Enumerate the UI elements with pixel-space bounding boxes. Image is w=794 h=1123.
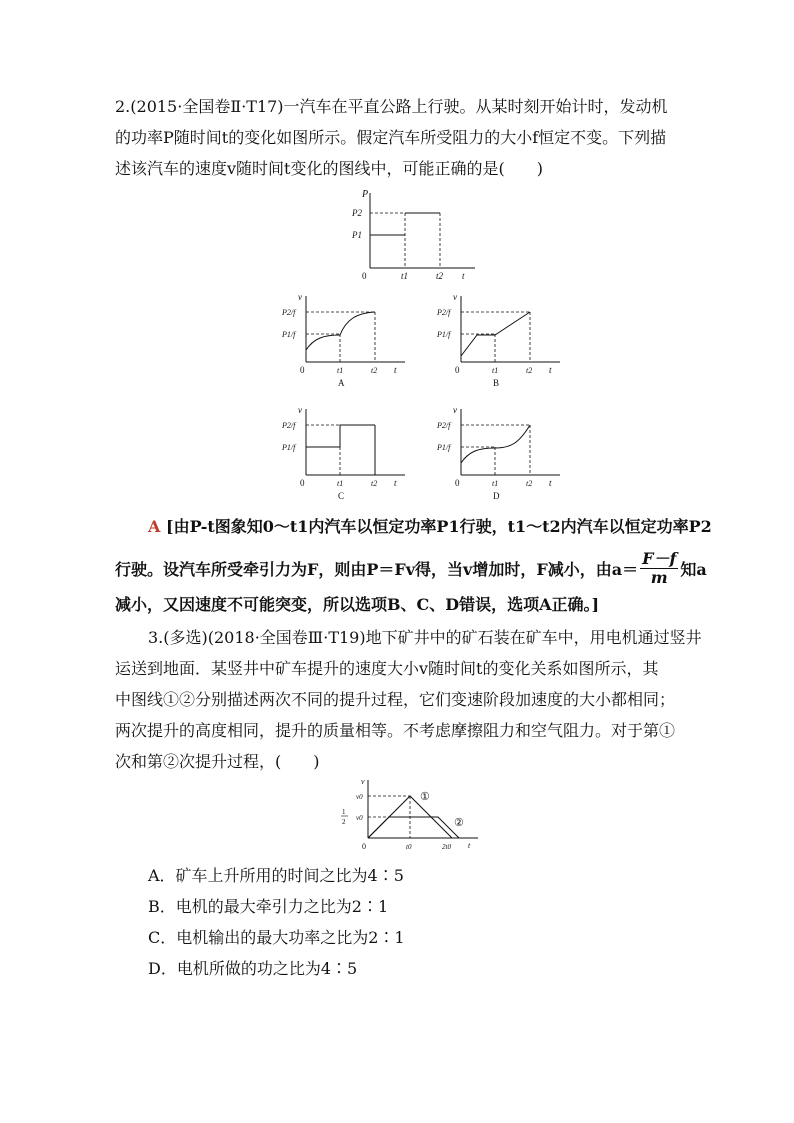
v-t-graph-d xyxy=(435,403,565,503)
q3-v0-label: v0 xyxy=(356,793,363,801)
v-t-graph-a xyxy=(280,290,410,390)
q3-half-v0: v0 xyxy=(356,814,363,822)
pt-t1: t1 xyxy=(401,271,409,280)
q3-t0: t0 xyxy=(406,843,412,851)
b-p1f: P1/f xyxy=(437,330,451,339)
a-p2f: P2/f xyxy=(282,308,296,317)
answer-line-2 xyxy=(115,549,707,589)
answer-line-1 xyxy=(148,515,712,539)
d-origin: 0 xyxy=(455,478,460,488)
v-t-graph-b xyxy=(435,290,565,390)
q3-line-5: 次和第②次提升过程，( ) xyxy=(115,752,320,771)
d-t1: t1 xyxy=(492,479,499,488)
c-y-label: v xyxy=(298,405,302,415)
pt-p1-label: P1 xyxy=(352,230,362,240)
pt-origin: 0 xyxy=(362,271,367,280)
b-p2f: P2/f xyxy=(437,308,451,317)
q3-curve-2: ② xyxy=(454,817,464,829)
q3-half-num: 1 xyxy=(342,808,346,816)
q3-y-label: v xyxy=(361,777,365,786)
fraction-denominator: m xyxy=(650,568,668,587)
c-p1f: P1/f xyxy=(282,443,296,452)
c-t1: t1 xyxy=(337,479,344,488)
q3-line-1: 3.(多选)(2018·全国卷Ⅲ·T19)地下矿井中的矿石装在矿车中，用电机通过竖井 xyxy=(148,628,702,647)
fraction-numerator: F－f xyxy=(642,549,677,568)
answer-line-3: 减小，又因速度不可能突变，所以选项B、C、D错误，选项A正确。] xyxy=(115,595,600,614)
pt-p2-label: P2 xyxy=(352,208,362,218)
option-a: A．矿车上升所用的时间之比为4∶5 xyxy=(148,866,404,885)
q3-x-label: t xyxy=(468,841,471,850)
pt-y-label: P xyxy=(362,189,369,200)
answer-text-1: [由P-t图象知0～t1内汽车以恒定功率P1行驶，t1～t2内汽车以恒定功率P2 xyxy=(166,517,712,536)
c-x-label: t xyxy=(394,478,397,488)
d-p1f: P1/f xyxy=(437,443,451,452)
a-caption: A xyxy=(338,378,345,388)
a-t2: t2 xyxy=(371,366,378,375)
option-b: B．电机的最大牵引力之比为2∶1 xyxy=(148,897,389,916)
b-caption: B xyxy=(493,378,500,388)
pt-t2: t2 xyxy=(436,271,444,280)
q3-v-t-graph xyxy=(338,776,488,854)
c-t2: t2 xyxy=(371,479,378,488)
q2-line-2: 的功率P随时间t的变化如图所示。假定汽车所受阻力的大小f恒定不变。下列描 xyxy=(115,128,667,147)
option-c: C．电机输出的最大功率之比为2∶1 xyxy=(148,928,405,947)
q3-line-4: 两次提升的高度相同，提升的质量相等。不考虑摩擦阻力和空气阻力。对于第① xyxy=(115,721,676,740)
answer-letter: A xyxy=(148,517,161,536)
q2-line-1: 2.(2015·全国卷Ⅱ·T17)一汽车在平直公路上行驶。从某时刻开始计时，发动机 xyxy=(115,97,668,116)
q2-line-3: 述该汽车的速度v随时间t变化的图线中，可能正确的是( ) xyxy=(115,159,543,178)
q3-curve-1: ① xyxy=(420,791,430,803)
answer-text-2b: 知a xyxy=(680,560,707,579)
b-origin: 0 xyxy=(455,365,460,375)
v-t-graph-c xyxy=(280,403,410,503)
q3-origin: 0 xyxy=(362,842,366,851)
b-x-label: t xyxy=(549,365,552,375)
d-caption: D xyxy=(493,491,500,501)
a-t1: t1 xyxy=(337,366,344,375)
d-y-label: v xyxy=(453,405,457,415)
d-p2f: P2/f xyxy=(437,421,451,430)
pt-x-label: t xyxy=(462,271,465,280)
a-x-label: t xyxy=(394,365,397,375)
q3-line-2: 运送到地面．某竖井中矿车提升的速度大小v随时间t的变化关系如图所示，其 xyxy=(115,659,659,678)
answer-fraction xyxy=(640,550,678,587)
c-p2f: P2/f xyxy=(282,421,296,430)
c-caption: C xyxy=(338,491,345,501)
answer-text-2a: 行驶。设汽车所受牵引力为F，则由P＝Fv得，当v增加时，F减小，由a＝ xyxy=(115,560,639,579)
q3-line-3: 中图线①②分别描述两次不同的提升过程，它们变速阶段加速度的大小都相同； xyxy=(115,690,676,709)
d-t2: t2 xyxy=(526,479,533,488)
q3-half-den: 2 xyxy=(342,818,346,826)
b-t1: t1 xyxy=(492,366,499,375)
option-d: D．电机所做的功之比为4∶5 xyxy=(148,959,358,978)
b-t2: t2 xyxy=(526,366,533,375)
a-origin: 0 xyxy=(300,365,305,375)
d-x-label: t xyxy=(549,478,552,488)
q3-2t0: 2t0 xyxy=(442,843,451,851)
p-t-graph xyxy=(340,188,480,280)
c-origin: 0 xyxy=(300,478,305,488)
a-y-label: v xyxy=(298,292,302,302)
a-p1f: P1/f xyxy=(282,330,296,339)
b-y-label: v xyxy=(453,292,457,302)
